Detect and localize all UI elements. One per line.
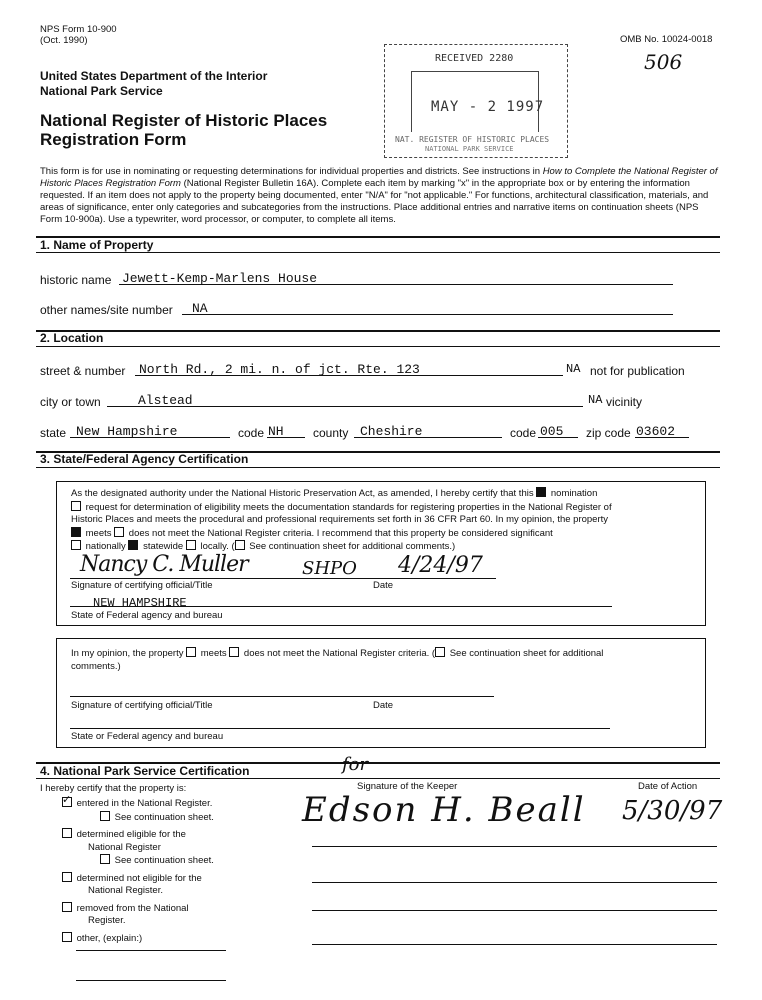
- opinion-line1: In my opinion, the property: [71, 648, 184, 659]
- service: National Park Service: [40, 84, 163, 98]
- other-names-field[interactable]: [182, 300, 673, 315]
- agency-line[interactable]: [70, 594, 612, 607]
- cert-line2: request for determination of eligibility meets the documentation standards for registering properties in the National Register of: [85, 501, 612, 513]
- opt-other: other, (explain:): [76, 932, 143, 944]
- shpo-signature: Nancy C. Muller: [80, 552, 248, 577]
- state-label: state: [40, 426, 67, 440]
- historic-name-label: historic name: [40, 273, 112, 287]
- explain-line[interactable]: [76, 950, 226, 951]
- stamp-bottom2: NATIONAL PARK SERVICE: [425, 145, 514, 153]
- check-mark-icon: ✓: [62, 794, 72, 806]
- code-label: code: [238, 426, 265, 440]
- explain-line[interactable]: [76, 980, 226, 981]
- other-checkbox[interactable]: [62, 932, 72, 942]
- omb-number: OMB No. 10024-0018: [620, 34, 713, 45]
- opinion-agency-label: State or Federal agency and bureau: [71, 731, 224, 742]
- cert-nationally: nationally: [85, 541, 126, 552]
- cert-line3: Historic Places and meets the procedural and professional requirements set forth in 36 CFR Part 60. In my opinion, the property: [71, 514, 609, 525]
- instructions: [40, 166, 720, 226]
- page-title: National Register of Historic Places: [40, 111, 328, 130]
- locally-checkbox[interactable]: [186, 540, 196, 550]
- form-date: (Oct. 1990): [40, 35, 88, 46]
- nfp-label: not for publication: [590, 364, 685, 378]
- cert-locally: locally. (: [200, 541, 235, 552]
- stamp-bottom1: NAT. REGISTER OF HISTORIC PLACES: [395, 135, 550, 144]
- opinion-line2: comments.): [71, 660, 121, 672]
- nomination-checkbox[interactable]: [536, 487, 546, 497]
- agency-value: NEW HAMPSHIRE: [93, 596, 187, 610]
- signature-line[interactable]: [70, 566, 496, 579]
- instructions-italic: How to Complete the National Register of Historic Places Registration Form: [40, 166, 718, 189]
- historic-name-value: Jewett-Kemp-Marlens House: [122, 271, 318, 286]
- signature-label: Signature of certifying official/Title: [71, 580, 213, 591]
- section4-title: 4. National Park Service Certification: [40, 764, 250, 778]
- instructions-text: This form is for use in nominating or requesting determinations for individual properties and districts. See instructions in: [40, 166, 543, 177]
- keeper-options: [62, 794, 302, 945]
- keeper-signature: Edson H. Beall: [302, 790, 586, 830]
- stamp-date: MAY - 2 1997: [431, 99, 545, 115]
- zip-label: zip code: [586, 426, 631, 440]
- divider: [36, 330, 720, 332]
- section2-title: 2. Location: [40, 331, 104, 345]
- cert-continuation: See continuation sheet for additional comments.): [249, 541, 456, 552]
- city-value: Alstead: [138, 393, 193, 408]
- cont-checkbox-2[interactable]: [100, 854, 110, 864]
- for-handwritten: for: [342, 754, 369, 775]
- divider: [36, 346, 720, 347]
- statewide-checkbox[interactable]: [128, 540, 138, 550]
- county-code-value: 005: [540, 424, 564, 439]
- received-stamp: [384, 44, 568, 158]
- opinion-date-label: Date: [373, 700, 394, 711]
- keeper-line[interactable]: [312, 910, 717, 911]
- certify-text: I hereby certify that the property is:: [40, 783, 187, 794]
- cont-checkbox-1[interactable]: [100, 811, 110, 821]
- keeper-label: Signature of the Keeper: [357, 781, 458, 792]
- street-value: North Rd., 2 mi. n. of jct. Rte. 123: [139, 362, 420, 377]
- cert-statewide: statewide: [143, 541, 184, 552]
- opt-eligible-2: National Register: [88, 841, 161, 853]
- opinion-text: [71, 647, 699, 673]
- handwritten-number: 506: [644, 50, 683, 74]
- divider: [36, 778, 720, 779]
- not-eligible-checkbox[interactable]: [62, 872, 72, 882]
- request-checkbox[interactable]: [71, 501, 81, 511]
- opinion-meets: meets: [200, 648, 227, 659]
- county-value: Cheshire: [360, 424, 423, 439]
- nationally-checkbox[interactable]: [71, 540, 81, 550]
- opinion-not-meet: does not meet the National Register criteria. (: [243, 648, 436, 659]
- opt-removed: removed from the National: [76, 902, 189, 914]
- opinion-not-meet-checkbox[interactable]: [229, 647, 239, 657]
- opt-not-eligible: determined not eligible for the: [76, 872, 202, 884]
- cert-line1: As the designated authority under the National Historic Preservation Act, as amended, I hereby certify that this: [71, 488, 534, 499]
- keeper-line[interactable]: [312, 882, 717, 883]
- opinion-continuation-checkbox[interactable]: [435, 647, 445, 657]
- page-subtitle: Registration Form: [40, 130, 187, 149]
- removed-checkbox[interactable]: [62, 902, 72, 912]
- code-value: NH: [268, 424, 284, 439]
- meets-checkbox[interactable]: [71, 527, 81, 537]
- does-not-meet-checkbox[interactable]: [114, 527, 124, 537]
- county-label: county: [313, 426, 349, 440]
- action-date: 5/30/97: [622, 796, 723, 826]
- opinion-agency-line[interactable]: [70, 716, 610, 729]
- shpo-date: 4/24/97: [398, 553, 483, 578]
- divider: [36, 467, 720, 468]
- street-label: street & number: [40, 364, 126, 378]
- opinion-signature-line[interactable]: [70, 684, 494, 697]
- opinion-signature-label: Signature of certifying official/Title: [71, 700, 213, 711]
- section3-title: 3. State/Federal Agency Certification: [40, 452, 249, 466]
- opt-removed-2: Register.: [88, 915, 126, 926]
- entered-checkbox[interactable]: [62, 794, 72, 807]
- county-code-label: code: [510, 426, 537, 440]
- stamp-received: RECEIVED 2280: [435, 53, 514, 64]
- opt-entered: entered in the National Register.: [76, 798, 213, 809]
- certification-text: [71, 487, 699, 554]
- vicinity-label: vicinity: [606, 395, 643, 409]
- keeper-line[interactable]: [312, 846, 717, 847]
- shpo-title: SHPO: [302, 558, 357, 579]
- other-names-value: NA: [192, 301, 208, 316]
- opt-not-eligible-2: National Register.: [88, 885, 163, 896]
- instructions-text-2: (National Register Bulletin 16A). Complete each item by marking "x" in the appropriate box or by entering the information requested. If an item does not apply to the property being documented, enter "N/A" for "not applicable." For functions, architectural classification, materials, and areas of significance, enter only categories and subcategories from the instructions. Place additional entries and narrative items on continuation sheets (NPS Form 10-900a). Use a typewriter, word processor, or computer, to complete all items.: [40, 178, 709, 225]
- department: United States Department of the Interior: [40, 69, 268, 83]
- eligible-checkbox[interactable]: [62, 828, 72, 838]
- vicinity-value: NA: [588, 393, 603, 407]
- cert-line4: does not meet the National Register criteria. I recommend that this property be considered significant: [128, 527, 553, 539]
- keeper-line[interactable]: [312, 944, 717, 945]
- zip-value: 03602: [636, 424, 676, 439]
- opt-cont-1: See continuation sheet.: [114, 811, 214, 823]
- cert-nomination: nomination: [550, 488, 598, 499]
- date-action-label: Date of Action: [638, 781, 698, 792]
- agency-label: State of Federal agency and bureau: [71, 610, 223, 621]
- opinion-meets-checkbox[interactable]: [186, 647, 196, 657]
- city-label: city or town: [40, 395, 101, 409]
- opt-eligible: determined eligible for the: [76, 829, 186, 840]
- continuation-checkbox[interactable]: [235, 540, 245, 550]
- form-number: NPS Form 10-900: [40, 24, 117, 35]
- section1-title: 1. Name of Property: [40, 238, 154, 252]
- opt-cont-2: See continuation sheet.: [114, 855, 214, 866]
- nfp-value: NA: [566, 362, 581, 376]
- state-value: New Hampshire: [76, 424, 178, 439]
- date-label: Date: [373, 580, 394, 591]
- cert-meets: meets: [85, 527, 112, 539]
- opinion-continuation: See continuation sheet for additional: [449, 648, 604, 659]
- other-names-label: other names/site number: [40, 303, 173, 317]
- divider: [36, 252, 720, 253]
